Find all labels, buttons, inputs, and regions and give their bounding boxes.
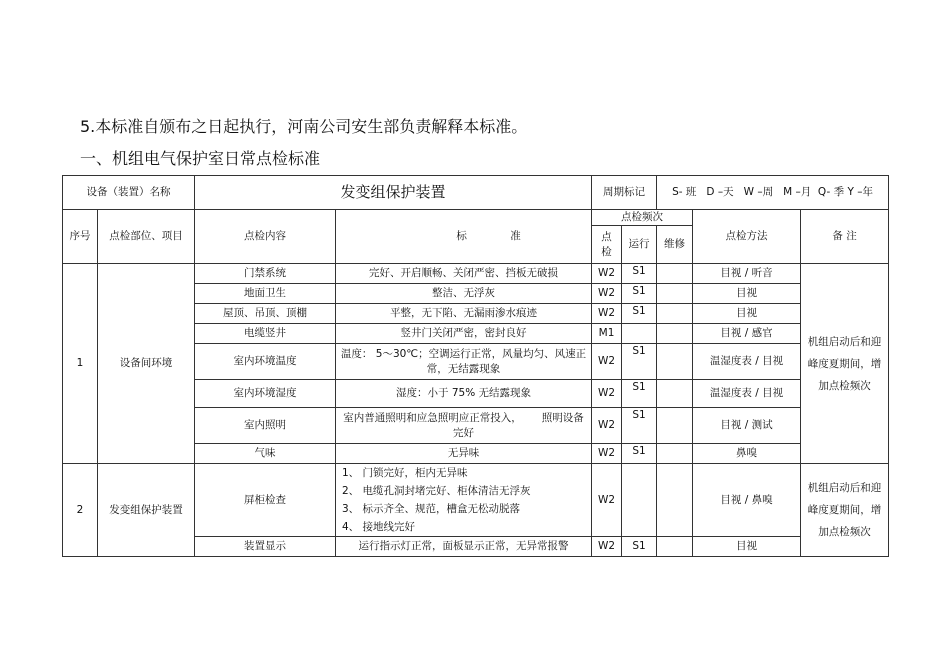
header-freq-run: 运行 <box>622 226 657 264</box>
row-check: W2 <box>592 380 622 408</box>
row-standard: 平整，无下陷、无漏雨渗水痕迹 <box>336 304 592 324</box>
group1-part: 设备间环境 <box>98 264 195 464</box>
inspection-table <box>62 175 889 557</box>
group1-remark: 机组启动后和迎峰度夏期间，增加点检频次 <box>801 264 889 464</box>
header-content: 点检内容 <box>195 210 336 264</box>
header-standard-a: 标 <box>456 230 467 242</box>
row-check: W2 <box>592 408 622 444</box>
row-standard: 竖井门关闭严密，密封良好 <box>336 324 592 344</box>
display-content: 装置显示 <box>195 537 336 557</box>
header-part: 点检部位、项目 <box>98 210 195 264</box>
row-method: 鼻嗅 <box>693 444 801 464</box>
row-run: S1 <box>622 408 657 444</box>
cabinet-content: 屏柜检查 <box>195 464 336 537</box>
row-standard: 完好、开启顺畅、关闭严密、挡板无破损 <box>336 264 592 284</box>
display-run: S1 <box>622 537 657 557</box>
row-method: 温湿度表 / 目视 <box>693 344 801 380</box>
cabinet-check: W2 <box>592 464 622 537</box>
row-maint <box>657 344 693 380</box>
cabinet-standard-list <box>336 464 592 537</box>
row-content: 室内环境湿度 <box>195 380 336 408</box>
row-content: 室内环境温度 <box>195 344 336 380</box>
cabinet-method: 目视 / 鼻嗅 <box>693 464 801 537</box>
row-method: 目视 / 听音 <box>693 264 801 284</box>
row-maint <box>657 304 693 324</box>
header-seq: 序号 <box>63 210 98 264</box>
cycle-label: 周期标记 <box>592 176 657 210</box>
section-title: 一、机组电气保护室日常点检标准 <box>80 149 321 168</box>
row-run: S1 <box>622 344 657 380</box>
list-item: 3、 标示齐全、规范，槽盒无松动脱落 <box>342 503 521 515</box>
row-standard: 室内普通照明和应急照明应正常投入， 照明设备完好 <box>336 408 592 444</box>
row-content: 门禁系统 <box>195 264 336 284</box>
row-maint <box>657 324 693 344</box>
display-standard: 运行指示灯正常，面板显示正常，无异常报警 <box>336 537 592 557</box>
row-method: 目视 / 感官 <box>693 324 801 344</box>
device-name: 发变组保护装置 <box>195 176 592 210</box>
group1-seq: 1 <box>63 264 98 464</box>
list-item: 2、 电缆孔洞封堵完好、柜体清洁无浮灰 <box>342 485 531 497</box>
row-standard: 湿度：小于 75% 无结露现象 <box>336 380 592 408</box>
row-method: 目视 / 测试 <box>693 408 801 444</box>
row-run: S1 <box>622 444 657 464</box>
row-method: 目视 <box>693 284 801 304</box>
group2-remark: 机组启动后和迎峰度夏期间，增加点检频次 <box>801 464 889 557</box>
row-check: W2 <box>592 284 622 304</box>
cabinet-maint <box>657 464 693 537</box>
table-row <box>63 464 889 537</box>
display-check: W2 <box>592 537 622 557</box>
row-run: S1 <box>622 284 657 304</box>
row-standard: 无异味 <box>336 444 592 464</box>
header-freq-maint: 维修 <box>657 226 693 264</box>
cabinet-run <box>622 464 657 537</box>
table-row <box>63 264 889 284</box>
row-check: W2 <box>592 344 622 380</box>
row-content: 室内照明 <box>195 408 336 444</box>
row-content: 气味 <box>195 444 336 464</box>
cycle-legend: S- 班 D –天 W –周 M –月 Q- 季 Y –年 <box>657 176 889 210</box>
row-maint <box>657 380 693 408</box>
header-method: 点检方法 <box>693 210 801 264</box>
group2-part: 发变组保护装置 <box>98 464 195 557</box>
row-check: W2 <box>592 304 622 324</box>
display-maint <box>657 537 693 557</box>
row-content: 电缆竖井 <box>195 324 336 344</box>
row-maint <box>657 284 693 304</box>
row-check: W2 <box>592 264 622 284</box>
group2-seq: 2 <box>63 464 98 557</box>
row-run <box>622 324 657 344</box>
row-method: 目视 <box>693 304 801 324</box>
header-remark: 备 注 <box>801 210 889 264</box>
row-standard: 温度： 5～30℃；空调运行正常，风量均匀、风速正常，无结露现象 <box>336 344 592 380</box>
row-standard: 整洁、无浮灰 <box>336 284 592 304</box>
device-label: 设备（装置）名称 <box>63 176 195 210</box>
list-item: 1、 门锁完好，柜内无异味 <box>342 467 468 479</box>
row-maint <box>657 264 693 284</box>
row-content: 屋顶、吊顶、顶棚 <box>195 304 336 324</box>
row-content: 地面卫生 <box>195 284 336 304</box>
row-maint <box>657 408 693 444</box>
header-freq-check: 点 检 <box>592 226 622 264</box>
header-standard <box>336 210 592 264</box>
row-check: M1 <box>592 324 622 344</box>
row-run: S1 <box>622 304 657 324</box>
header-standard-b: 准 <box>510 230 521 242</box>
row-method: 温湿度表 / 目视 <box>693 380 801 408</box>
display-method: 目视 <box>693 537 801 557</box>
row-run: S1 <box>622 380 657 408</box>
row-maint <box>657 444 693 464</box>
row-check: W2 <box>592 444 622 464</box>
list-item: 4、 接地线完好 <box>342 521 416 533</box>
intro-line-1: 5.本标准自颁布之日起执行，河南公司安生部负责解释本标准。 <box>80 117 528 136</box>
header-frequency: 点检频次 <box>592 210 693 226</box>
row-run: S1 <box>622 264 657 284</box>
